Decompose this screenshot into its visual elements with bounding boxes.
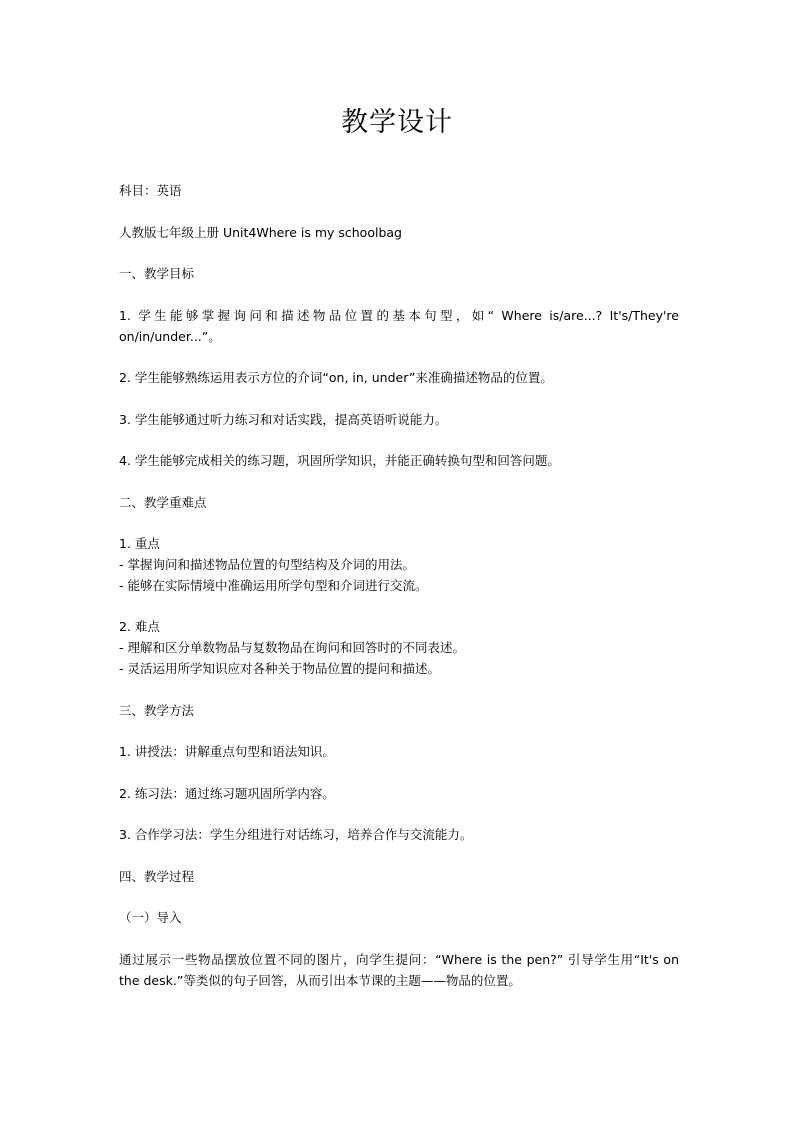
key-point-line-1: - 掌握询问和描述物品位置的句型结构及介词的用法。 <box>119 557 415 572</box>
objective-item-1: 1. 学生能够掌握询问和描述物品位置的基本句型，如“ Where is/are...? It's/They're on/in/under...”。 <box>119 308 679 344</box>
sub-heading-intro: （一）导入 <box>119 910 182 925</box>
difficult-point-line-2: - 灵活运用所学知识应对各种关于物品位置的提问和描述。 <box>119 661 440 676</box>
difficult-points-title: 2. 难点 <box>119 619 160 634</box>
method-item-2: 2. 练习法：通过练习题巩固所学内容。 <box>119 786 335 801</box>
subject-line: 科目：英语 <box>119 183 182 198</box>
document-title: 教学设计 <box>341 107 453 138</box>
section-heading-keypoints: 二、教学重难点 <box>119 495 207 510</box>
objective-item-3: 3. 学生能够通过听力练习和对话实践，提高英语听说能力。 <box>119 412 448 427</box>
key-point-line-2: - 能够在实际情境中准确运用所学句型和介词进行交流。 <box>119 578 428 593</box>
section-heading-objectives: 一、教学目标 <box>119 266 195 281</box>
objective-item-4: 4. 学生能够完成相关的练习题，巩固所学知识，并能正确转换句型和回答问题。 <box>119 453 560 468</box>
method-item-3: 3. 合作学习法：学生分组进行对话练习，培养合作与交流能力。 <box>119 827 473 842</box>
textbook-line: 人教版七年级上册 Unit4Where is my schoolbag <box>119 225 402 240</box>
section-heading-process: 四、教学过程 <box>119 869 195 884</box>
key-points-title: 1. 重点 <box>119 536 160 551</box>
section-heading-methods: 三、教学方法 <box>119 703 195 718</box>
method-item-1: 1. 讲授法：讲解重点句型和语法知识。 <box>119 744 335 759</box>
objective-item-2: 2. 学生能够熟练运用表示方位的介词“on, in, under”来准确描述物品的位置。 <box>119 370 553 385</box>
intro-paragraph: 通过展示一些物品摆放位置不同的图片，向学生提问：“Where is the pen?” 引导学生用“It's on the desk.”等类似的句子回答，从而引出本节课的主题——物品的位置。 <box>119 952 679 988</box>
difficult-point-line-1: - 理解和区分单数物品与复数物品在询问和回答时的不同表述。 <box>119 640 465 655</box>
